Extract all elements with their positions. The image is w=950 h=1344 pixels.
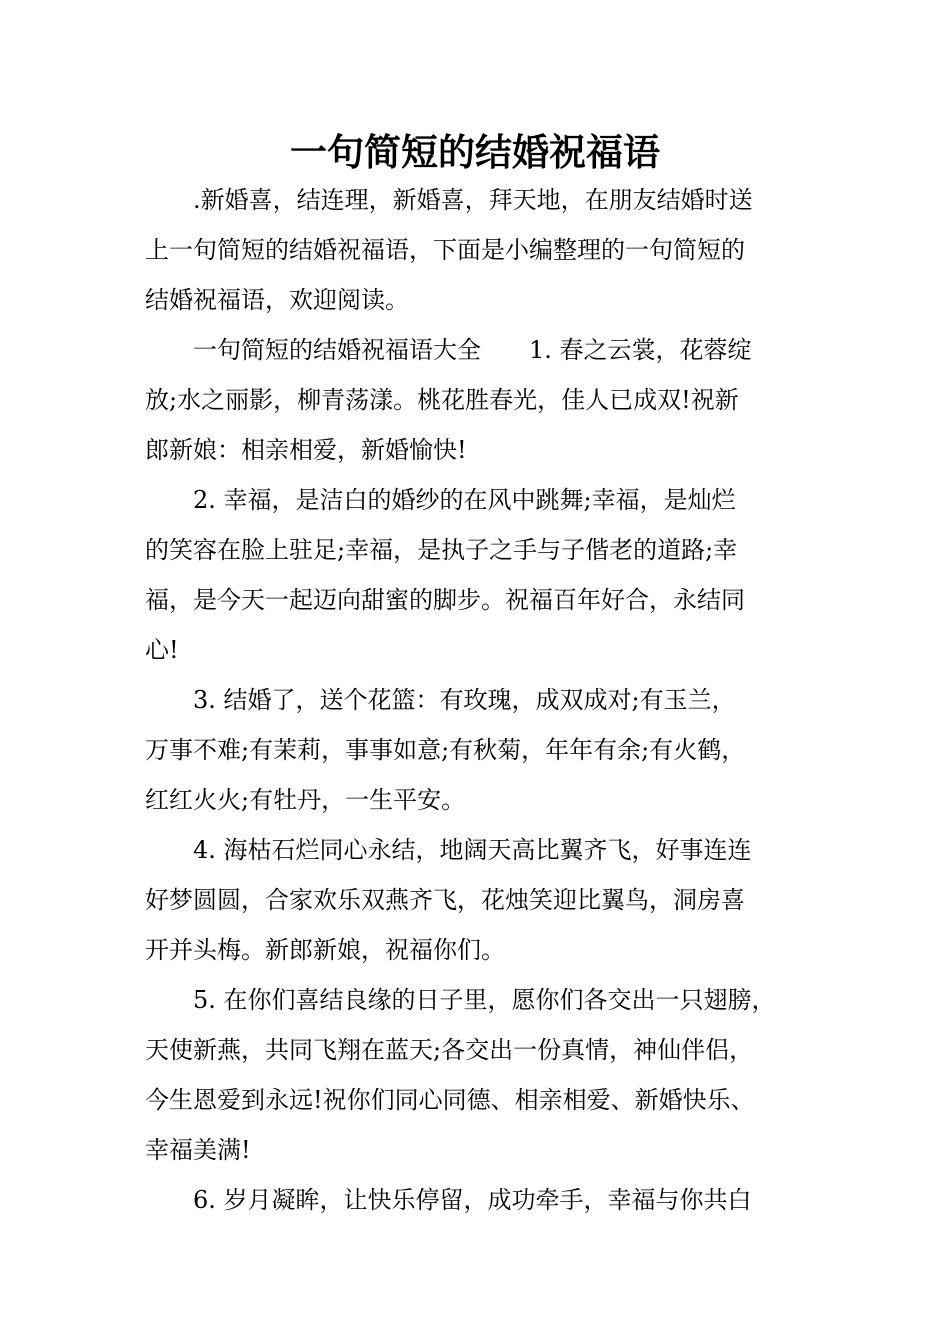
text-line: 5. 在你们喜结良缘的日子里，愿你们各交出一只翅膀， <box>193 986 776 1014</box>
page-title: 一句简短的结婚祝福语 <box>290 131 660 174</box>
paragraph-item-3 <box>145 675 815 825</box>
paragraph-item-1 <box>145 325 815 475</box>
text-line: 幸福美满! <box>145 1136 251 1164</box>
text-line: 好梦圆圆，合家欢乐双燕齐飞，花烛笑迎比翼鸟，洞房喜 <box>145 886 745 914</box>
text-line: 的笑容在脸上驻足;幸福，是执子之手与子偕老的道路;幸 <box>145 536 738 564</box>
text-line: 3. 结婚了，送个花篮：有玫瑰，成双成对;有玉兰， <box>193 686 736 714</box>
text-line: .新婚喜，结连理，新婚喜，拜天地，在朋友结婚时送 <box>193 186 753 214</box>
text-line: 一句简短的结婚祝福语大全 1. 春之云裳，花蓉绽 <box>193 336 752 364</box>
text-line: 4. 海枯石烂同心永结，地阔天高比翼齐飞，好事连连 <box>193 836 752 864</box>
text-line: 万事不难;有茉莉，事事如意;有秋菊，年年有余;有火鹤， <box>145 736 746 764</box>
text-line: 开并头梅。新郎新娘，祝福你们。 <box>145 936 505 964</box>
text-line: 上一句简短的结婚祝福语，下面是小编整理的一句简短的 <box>145 236 745 264</box>
text-line: 福，是今天一起迈向甜蜜的脚步。祝福百年好合，永结同 <box>145 586 745 614</box>
text-line: 6. 岁月凝眸，让快乐停留，成功牵手，幸福与你共白 <box>193 1186 752 1214</box>
paragraph-item-5 <box>145 975 815 1175</box>
text-line: 红红火火;有牡丹，一生平安。 <box>145 786 466 814</box>
text-line: 2. 幸福，是洁白的婚纱的在风中跳舞;幸福，是灿烂 <box>193 486 736 514</box>
text-line: 心! <box>145 636 179 664</box>
text-line: 结婚祝福语，欢迎阅读。 <box>145 286 409 314</box>
paragraph-item-4 <box>145 825 815 975</box>
text-line: 放;水之丽影，柳青荡漾。桃花胜春光，佳人已成双!祝新 <box>145 386 739 414</box>
text-line: 郎新娘：相亲相爱，新婚愉快! <box>145 436 467 464</box>
text-line: 天使新燕，共同飞翔在蓝天;各交出一份真情，神仙伴侣， <box>145 1036 754 1064</box>
paragraph-item-6 <box>145 1175 815 1225</box>
document-body <box>145 175 815 1225</box>
text-line: 今生恩爱到永远!祝你们同心同德、相亲相爱、新婚快乐、 <box>145 1086 755 1114</box>
paragraph-intro <box>145 175 815 325</box>
paragraph-item-2 <box>145 475 815 675</box>
